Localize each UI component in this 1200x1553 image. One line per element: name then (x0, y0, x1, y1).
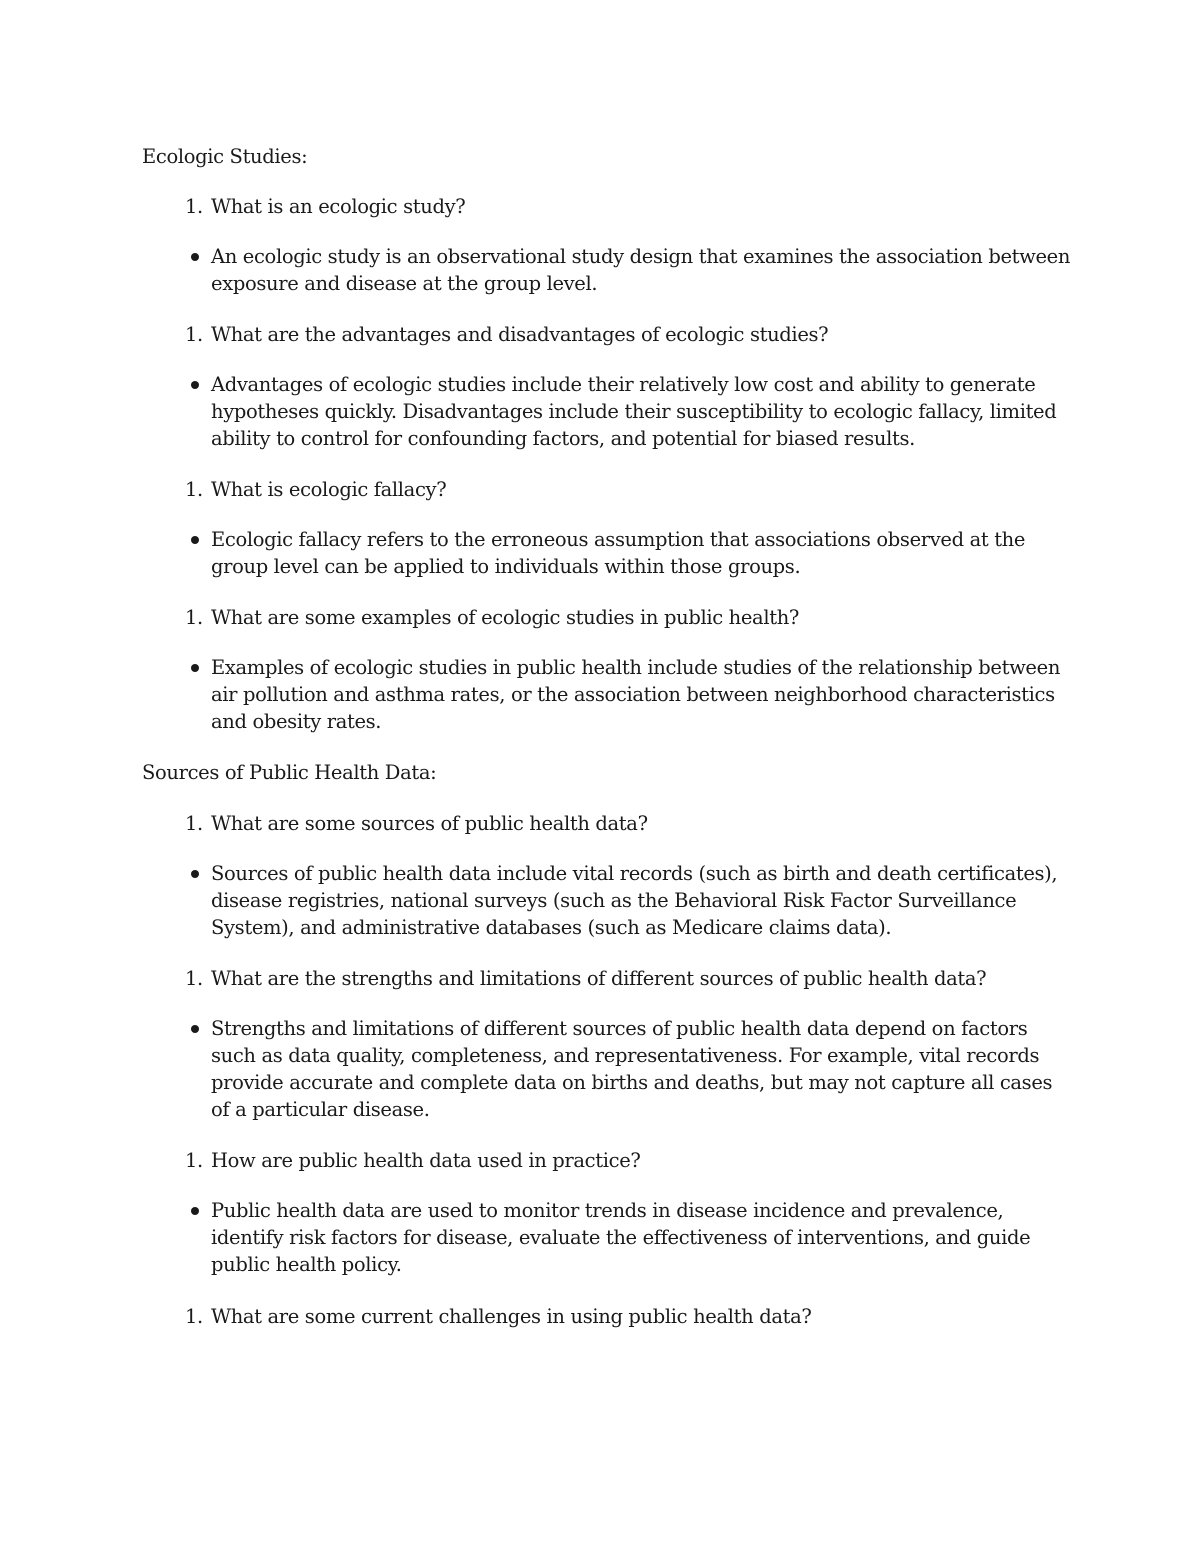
answer-text: Sources of public health data include vital records (such as birth and death certificates), disease registries, national surveys (such as the Behavioral Risk Factor Surveillance System), and administrative databases (such as Medicare claims data). (211, 862, 1058, 939)
question-number: 1. (185, 1149, 203, 1172)
question-number: 1. (185, 195, 203, 218)
question-text: What is ecologic fallacy? (211, 478, 447, 501)
question-text: What are some current challenges in using public health data? (211, 1305, 812, 1328)
question-number: 1. (185, 606, 203, 629)
answer-text: Ecologic fallacy refers to the erroneous assumption that associations observed at the group level can be applied to individuals within those groups. (211, 528, 1026, 578)
bullet-icon (191, 664, 199, 672)
answer-text: Advantages of ecologic studies include their relatively low cost and ability to generate hypotheses quickly. Disadvantages include their susceptibility to ecologic fallacy, limited ability to control for confounding factors, and potential for biased results. (211, 373, 1057, 450)
answer-text: An ecologic study is an observational study design that examines the association between exposure and disease at the group level. (211, 245, 1071, 295)
question-number: 1. (185, 1305, 203, 1328)
question-text: What are some sources of public health data? (211, 812, 648, 835)
bullet-icon (191, 536, 199, 544)
section-heading: Sources of Public Health Data: (142, 761, 437, 784)
answer-text: Examples of ecologic studies in public health include studies of the relationship between air pollution and asthma rates, or the association between neighborhood characteristics and obesity rates. (211, 656, 1061, 733)
bullet-icon (191, 1025, 199, 1033)
bullet-icon (191, 1207, 199, 1215)
question-number: 1. (185, 478, 203, 501)
question-text: What are the strengths and limitations of different sources of public health data? (211, 967, 987, 990)
question-text: What is an ecologic study? (211, 195, 466, 218)
question-text: What are the advantages and disadvantages of ecologic studies? (211, 323, 829, 346)
question-number: 1. (185, 812, 203, 835)
bullet-icon (191, 253, 199, 261)
question-number: 1. (185, 323, 203, 346)
bullet-icon (191, 870, 199, 878)
answer-text: Strengths and limitations of different sources of public health data depend on factors such as data quality, completeness, and representativeness. For example, vital records provide accurate and complete data on births and deaths, but may not capture all cases of a particular disease. (211, 1017, 1053, 1121)
answer-text: Public health data are used to monitor trends in disease incidence and prevalence, identify risk factors for disease, evaluate the effectiveness of interventions, and guide public health policy. (211, 1199, 1031, 1276)
bullet-icon (191, 381, 199, 389)
question-text: What are some examples of ecologic studies in public health? (211, 606, 800, 629)
section-heading: Ecologic Studies: (142, 145, 308, 168)
question-text: How are public health data used in practice? (211, 1149, 641, 1172)
question-number: 1. (185, 967, 203, 990)
